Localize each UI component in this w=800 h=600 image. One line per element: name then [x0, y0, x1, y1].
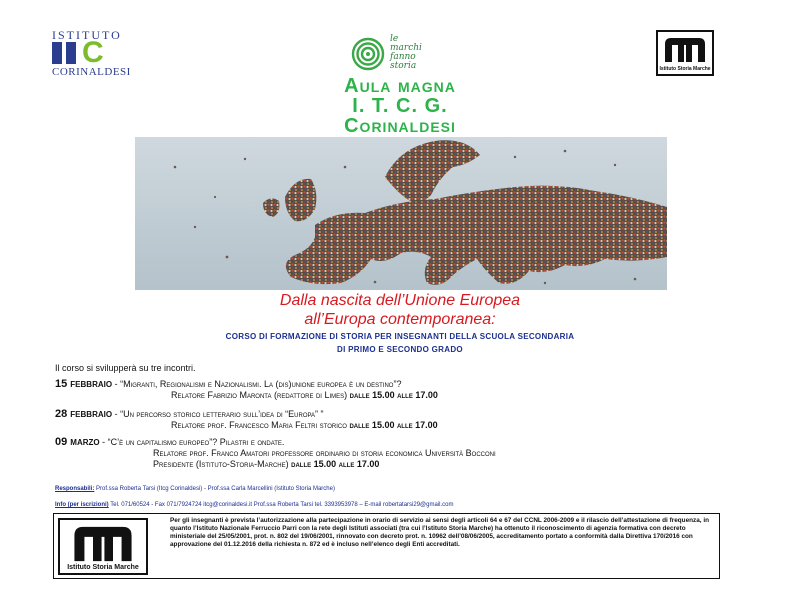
ism-monogram-icon	[663, 36, 707, 64]
intro-text: Il corso si svilupperà su tre incontri.	[55, 363, 196, 373]
subtitle-line-1: Dalla nascita dell’Unione Europea	[279, 292, 521, 309]
info-line	[55, 502, 454, 508]
course-description-line-2: DI PRIMO E SECONDO GRADO	[337, 345, 463, 354]
event-title: - “C’è un capitalismo europeo”? Pilastri e ondate.	[99, 437, 285, 447]
title-line-1: Aula magna	[344, 75, 456, 97]
marchi-line3: fanno	[390, 52, 416, 62]
event-speaker: Relatore prof. Francesco Maria Feltri storico	[171, 420, 347, 430]
event-time: dalle 15.00 alle 17.00	[291, 459, 380, 469]
responsabili-label: Responsabili:	[55, 486, 95, 492]
event-title: - “Un percorso storico letterario sull’idea di “Europa” ”	[112, 409, 324, 419]
europe-people-map-image	[135, 137, 667, 290]
event-speaker: Relatore prof. Franco Amatori professore ordinario di storia economica Università Bocconi	[153, 448, 496, 458]
event-2	[55, 409, 755, 431]
event-speaker: Relatore Fabrizio Maronta (redattore di Limes)	[171, 390, 348, 400]
event-date: 09 marzo	[55, 436, 100, 448]
course-description-line-1: CORSO DI FORMAZIONE DI STORIA PER INSEGNANTI DELLA SCUOLA SECONDARIA	[225, 332, 575, 341]
le-marchi-fanno-storia-logo	[350, 35, 460, 75]
istituto-storia-marche-logo-top	[656, 30, 714, 76]
event-time: dalle 15.00 alle 17.00	[349, 420, 438, 430]
responsabili-text: Prof.ssa Roberta Tarsi (Itcg Corinaldesi) - Prof.ssa Carla Marcellini (Istituto Storia Marche)	[94, 486, 335, 492]
event-date: 28 febbraio	[55, 408, 113, 420]
istituto-storia-marche-logo-bottom	[58, 518, 148, 575]
marchi-line1: le	[390, 34, 399, 44]
event-date: 15 febbraio	[55, 378, 113, 390]
title-line-2: I. T. C. G.	[352, 95, 448, 117]
marchi-line4: storia	[390, 61, 417, 71]
itc-logo-top-text: ISTITUTO	[52, 28, 122, 42]
itc-logo-bottom-text: CORINALDESI	[52, 66, 131, 78]
event-3	[55, 437, 755, 470]
ism-monogram-icon	[68, 524, 138, 564]
subtitle-line-2: all’Europa contemporanea:	[304, 311, 496, 328]
event-speaker-role: Presidente (Istituto-Storia-Marche)	[153, 459, 289, 469]
title-line-3: Corinaldesi	[344, 115, 456, 137]
responsabili-line	[55, 486, 335, 492]
ism-logo-label: Istituto Storia Marche	[659, 66, 711, 72]
itc-logo-mark: C	[52, 42, 152, 64]
event-title: - “Migranti, Regionalismi e Nazionalismi. La (dis)unione europea è un destino”?	[114, 379, 402, 389]
ism-logo-label: Istituto Storia Marche	[67, 564, 139, 571]
event-1	[55, 379, 755, 401]
event-time: dalle 15.00 alle 17.00	[349, 390, 438, 400]
info-label: Info (per iscrizioni)	[55, 502, 109, 508]
marchi-line2: marchi	[390, 43, 422, 53]
info-text: Tel. 071/60524 - Fax 071/7924724 itcg@corinaldesi.it Prof.ssa Roberta Tarsi tel. 3393953978 – E-mail robertatarsi29@gmail.com	[108, 502, 454, 508]
accreditation-note: Per gli insegnanti è prevista l’autorizzazione alla partecipazione in orario di servizio ai sensi degli articoli 64 e 67 del CCNL 2006-2009 e il rilascio dell’attestazione di frequenza, in quanto l’Istituto Nazionale Ferruccio Parri con la rete degli Istituti associati (tra cui l’Istituto Storia Marche) ha ottenuto il riconoscimento di agenzia formativa con decreto ministeriale del 25/05/2001, prot. n. 802 del 19/06/2001, rinnovato con decreto prot. n. 10962 dell’08/06/2005, accreditamento portato a conformità dalla Direttiva 170/2016 con approvazione del 01.12.2016 della richiesta n. 872 ed è incluso nell’elenco degli Enti accreditati.	[170, 517, 710, 548]
concentric-rings-icon	[350, 37, 386, 71]
itc-corinaldesi-logo	[50, 28, 162, 78]
